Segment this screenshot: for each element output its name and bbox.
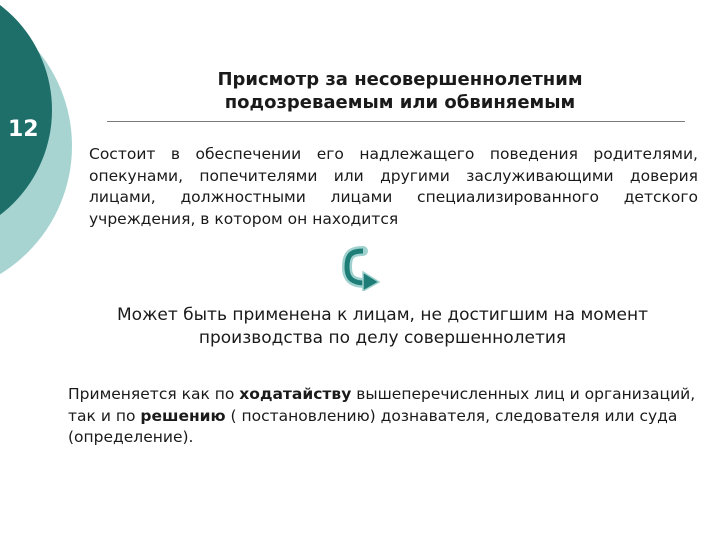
procedure-part-2: вышеперечисленных лиц и организаций, так и по [68, 385, 696, 425]
title-divider [107, 121, 685, 122]
procedure-bold-decision: решению [140, 406, 226, 425]
slide-number: 12 [8, 117, 39, 142]
applies-line-2: производства по делу совершеннолетия [198, 328, 567, 348]
applies-text [70, 304, 695, 350]
title-line-2: подозреваемым или обвиняемым [224, 92, 576, 113]
procedure-text [68, 384, 708, 449]
curved-arrow-icon [341, 243, 385, 291]
procedure-part-3: ( постановлению) дознавателя, следователя или суда (определение). [68, 406, 678, 446]
definition-text: Состоит в обеспечении его надлежащего поведения родителями, опекунами, попечителями или другими заслуживающими доверия лицами, должностными лицами специализированного детского учреждения, в котором он находится [89, 145, 698, 228]
procedure-bold-motion: ходатайству [239, 385, 352, 403]
title-line-1: Присмотр за несовершеннолетним [217, 69, 583, 90]
slide-title [150, 68, 650, 114]
applies-line-1: Может быть применена к лицам, не достигшим на момент [117, 305, 648, 325]
procedure-part-1: Применяется как по [68, 385, 240, 403]
